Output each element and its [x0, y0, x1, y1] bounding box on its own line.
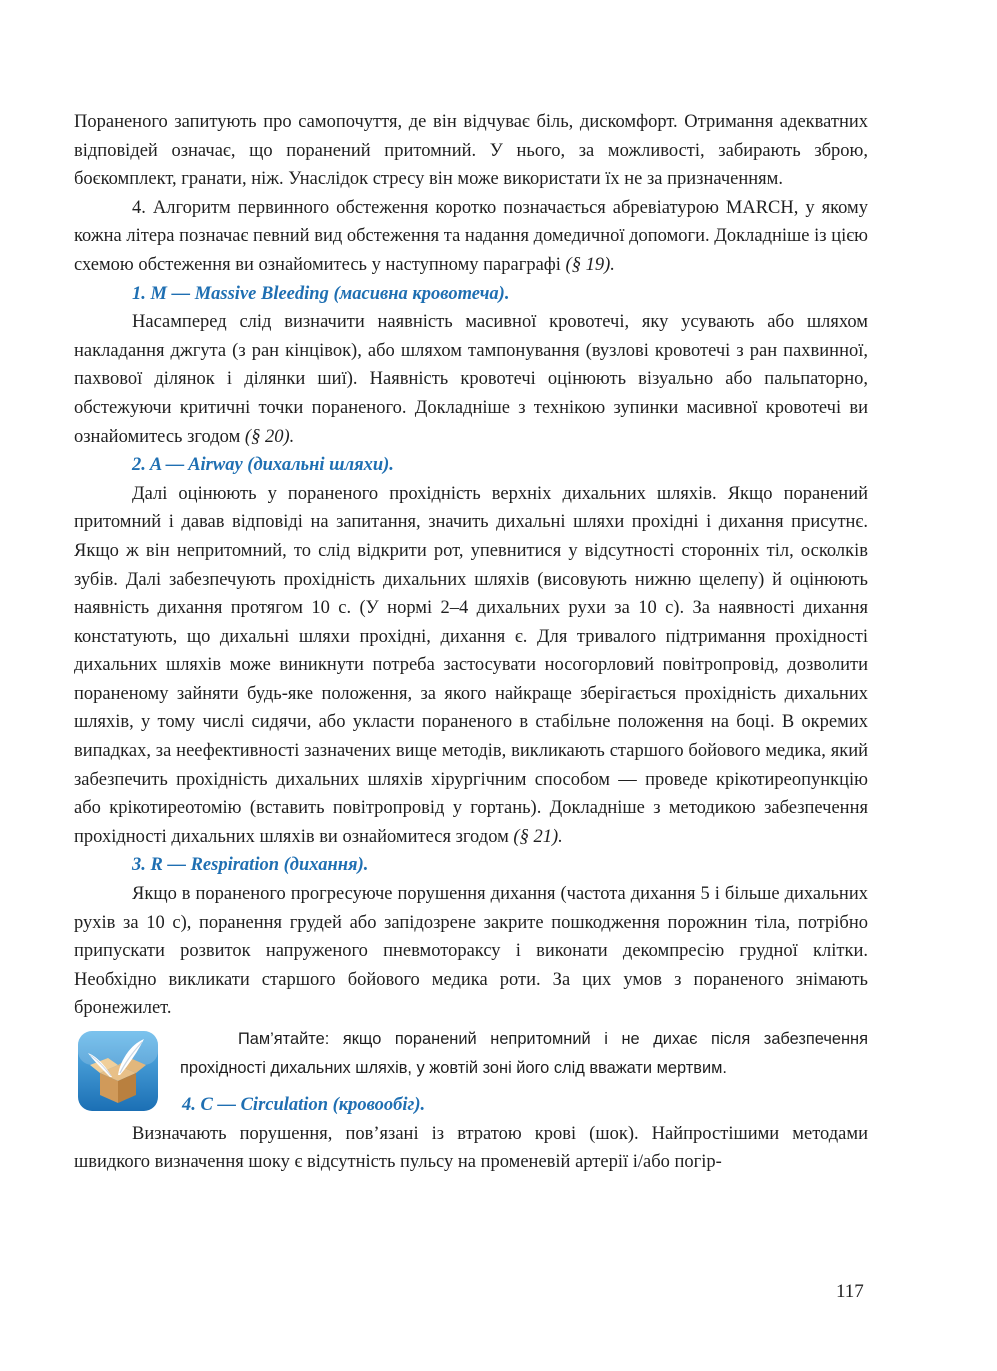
remember-note-text: Пам’ятайте: якщо поранений непритомний і не дихає після забезпечення прохідності дихальних шляхів, у жовтій зоні його слід вважати мертвим. [180, 1030, 868, 1077]
body-text [74, 108, 868, 1177]
section-ref-21: (§ 21). [513, 826, 563, 847]
paragraph-bleeding-text: Насамперед слід визначити наявність масивної кровотечі, яку усувають або шляхом накладання джгута (з ран кінцівок), або шляхом тампонування (вузлові кровотечі з ран пахвинної, пахвової ділянок і ділянки шиї). Наявність кровотечі оцінюють візуально або пальпаторно, обстежуючи критичні точки пораненого. Докладніше з технікою зупинки масивної кровотечі ви ознайомитесь згодом [74, 312, 868, 447]
paragraph-airway-text: Далі оцінюють у пораненого прохідність верхніх дихальних шляхів. Якщо поранений притомний і давав відповіді на запитання, значить дихальні шляхи прохідні і дихання присутнє. Якщо ж він непритомний, то слід відкрити рот, упевнитися у відсутності сторонніх тіл, осколків зубів. Далі забезпечують прохідність дихальних шляхів (висовують нижню щелепу) й оцінюють наявність дихання протягом 10 с. (У нормі 2–4 дихальних рухи за 10 с). За наявності дихання констатують, що дихальні шляхи прохідні, дихання є. Для тривалого підтримання прохідності дихальних шляхів може виникнути потреба застосувати носогорловий повітропровід, дозволити пораненому зайняти будь-яке положення, за якого найкраще зберігається прохідність дихальних шляхів, у тому числі сидячи, або укласти пораненого в стабільне положення на боці. В окремих випадках, за неефективності зазначених вище методів, викликають старшого бойового медика, який забезпечить прохідність дихальних шляхів хірургічним способом — проведе крікотиреопункцію або крікотиреотомію (вставить повітропровід у гортань). Докладніше з методикою забезпечення прохідності дихальних шляхів ви ознайомитеся згодом [74, 483, 868, 847]
paragraph-circulation: Визначають порушення, пов’язані із втратою крові (шок). Найпростішими методами швидкого визначення шоку є відсутність пульсу на променевій артерії і/або погір- [74, 1123, 868, 1173]
heading-respiration: 3. R — Respiration (дихання). [132, 855, 369, 876]
paragraph-march-text: 4. Алгоритм первинного обстеження коротко позначається абревіатурою MARCH, у якому кожна літера позначає певний вид обстеження та надання домедичної допомоги. Докладніше із цією схемою обстеження ви ознайомитесь у наступному параграфі [74, 197, 868, 275]
section-ref-19: (§ 19). [565, 254, 615, 275]
page-number: 117 [836, 1281, 864, 1302]
paragraph-bleeding [74, 308, 868, 451]
heading-airway: 2. A — Airway (дихальні шляхи). [132, 455, 394, 476]
heading-massive-bleeding: 1. M — Massive Bleeding (масивна кровотеча). [132, 283, 510, 304]
open-box-with-feather-icon [74, 1027, 162, 1115]
paragraph-airway [74, 480, 868, 852]
paragraph-march [74, 194, 868, 280]
section-ref-20: (§ 20). [244, 426, 295, 447]
paragraph-respiration: Якщо в пораненого прогресуюче порушення дихання (частота дихання 5 і більше дихальних рухів за 10 с), поранення грудей або запідозрене закрите пошкодження порожнин тіла, потрібно припускати розвиток напруженого пневмотораксу і виконати декомпресію грудної клітки. Необхідно викликати старшого бойового медика роти. За цих умов з пораненого знімають бронежилет. [74, 884, 868, 1019]
heading-circulation: 4. C — Circulation (кровообіг). [182, 1095, 426, 1115]
remember-note [74, 1025, 868, 1091]
paragraph-intro: Пораненого запитують про самопочуття, де він відчуває біль, дискомфорт. Отримання адекватних відповідей означає, що поранений притомний. У нього, за можливості, забирають зброю, боєкомплект, гранати, ніж. Унаслідок стресу він може використати їх не за призначенням. [74, 112, 868, 190]
